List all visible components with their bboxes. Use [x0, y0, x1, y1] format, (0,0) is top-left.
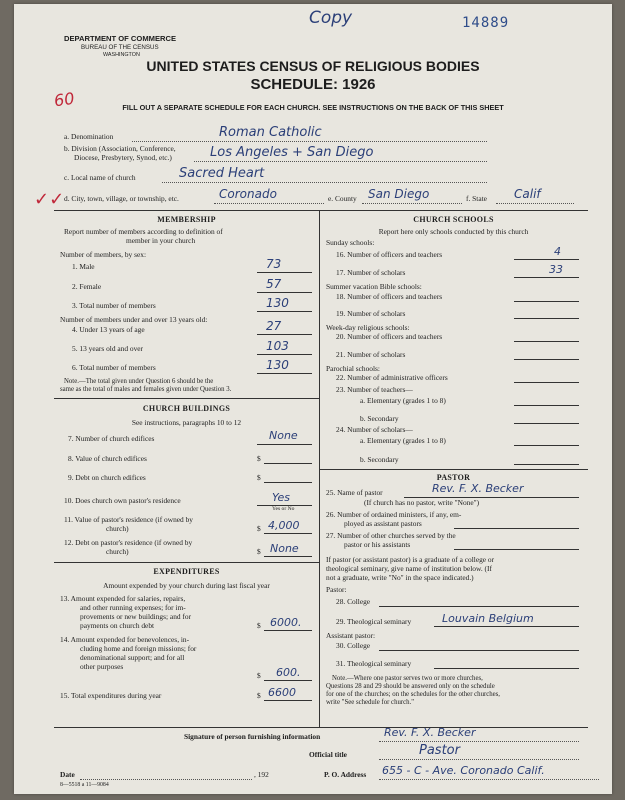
- q26-label-b: ployed as assistant pastors: [344, 519, 422, 528]
- official-title-value: Pastor: [419, 743, 460, 758]
- q9-box: [264, 482, 312, 483]
- schools-title: CHURCH SCHOOLS: [413, 215, 494, 224]
- q15-dollar: $: [257, 691, 261, 700]
- q29-value: Louvain Belgium: [442, 612, 534, 625]
- q15-label: 15. Total expenditures during year: [60, 691, 162, 700]
- margin-mark: 60: [52, 88, 76, 111]
- membership-note-b: same as the total of males and females given under Question 3.: [60, 386, 232, 393]
- copy-mark: Copy: [309, 8, 353, 28]
- q5-label: 5. 13 years old and over: [72, 344, 144, 353]
- q11-label-a: 11. Value of pastor's residence (if owned by: [64, 515, 193, 524]
- pastor-title: PASTOR: [436, 473, 471, 482]
- q3-box: [257, 311, 312, 312]
- q13-line-4: payments on church debt: [80, 621, 155, 630]
- q12-label-a: 12. Debt on pastor's residence (if owned by: [64, 538, 193, 547]
- sunday-label: Sunday schools:: [326, 238, 375, 247]
- q7-value: None: [269, 429, 298, 442]
- state-label: f. State: [466, 194, 487, 203]
- q11-dollar: $: [257, 524, 261, 533]
- q8-dollar: $: [257, 454, 261, 463]
- state-value: Calif: [514, 187, 541, 201]
- pastor-rule: [319, 469, 588, 470]
- q13-line-1: 13. Amount expended for salaries, repairs,: [60, 594, 186, 603]
- q12-dollar: $: [257, 547, 261, 556]
- q17-value: 33: [549, 263, 563, 276]
- q31-label: 31. Theological seminary: [336, 659, 412, 668]
- q2-value: 57: [266, 277, 282, 291]
- q25-hint: (If church has no pastor, write "None"): [364, 498, 480, 507]
- official-title-label: Official title: [309, 750, 347, 759]
- q24-label: 24. Number of scholars—: [336, 425, 413, 434]
- q16-value: 4: [554, 245, 561, 258]
- page-title: UNITED STATES CENSUS OF RELIGIOUS BODIES: [146, 58, 480, 74]
- section-top-rule: [54, 210, 588, 211]
- pastor-note-4: write "See schedule for church.": [326, 699, 415, 706]
- q5-value: 103: [266, 339, 289, 353]
- q4-box: [257, 334, 312, 335]
- census-schedule-page: [14, 4, 612, 794]
- q18-label: 18. Number of officers and teachers: [336, 292, 443, 301]
- signature-label: Signature of person furnishing information: [184, 732, 321, 741]
- q14-box: [264, 680, 312, 681]
- membership-title: MEMBERSHIP: [157, 215, 216, 224]
- if-graduate-3: not a graduate, write "No" in the space indicated.): [326, 573, 474, 582]
- county-label: e. County: [328, 194, 357, 203]
- q24a-label: a. Elementary (grades 1 to 8): [360, 436, 446, 445]
- q20-label: 20. Number of officers and teachers: [336, 332, 443, 341]
- q19-box: [514, 318, 579, 319]
- q23b-label: b. Secondary: [360, 414, 399, 423]
- q25-label: 25. Name of pastor: [326, 488, 383, 497]
- assistant-label: Assistant pastor:: [326, 631, 376, 640]
- yes-no-hint: Yes or No: [272, 506, 295, 512]
- q21-label: 21. Number of scholars: [336, 350, 406, 359]
- q17-box: [514, 277, 579, 278]
- city-value: Coronado: [219, 187, 277, 201]
- buildings-see: See instructions, paragraphs 10 to 12: [131, 418, 242, 427]
- q27-label-b: pastor or his assistants: [344, 540, 411, 549]
- instructions-line: FILL OUT A SEPARATE SCHEDULE FOR EACH CHURCH. SEE INSTRUCTIONS ON THE BACK OF THIS SHEET: [122, 103, 504, 112]
- date-label: Date: [60, 770, 75, 779]
- q22-label: 22. Number of administrative officers: [336, 373, 448, 382]
- q26-label-a: 26. Number of ordained ministers, if any, em-: [326, 510, 462, 519]
- q15-box: [264, 700, 312, 701]
- expenditures-title: EXPENDITURES: [153, 567, 220, 576]
- q9-label: 9. Debt on church edifices: [68, 473, 146, 482]
- q4-value: 27: [266, 319, 282, 333]
- q19-label: 19. Number of scholars: [336, 309, 406, 318]
- q29-box: [434, 626, 579, 627]
- q18-box: [514, 301, 579, 302]
- q6-label: 6. Total number of members: [72, 363, 156, 372]
- q14-dollar: $: [257, 671, 261, 680]
- q12-box: [264, 556, 312, 557]
- q13-value: 6000.: [270, 616, 302, 629]
- pastor-note-2: Questions 28 and 29 should be answered only on the schedule: [326, 683, 495, 690]
- q21-box: [514, 359, 579, 360]
- state-line: [496, 203, 574, 204]
- q6-box: [257, 373, 312, 374]
- schedule-title: SCHEDULE: 1926: [250, 76, 376, 93]
- county-value: San Diego: [368, 187, 430, 201]
- q8-box: [264, 463, 312, 464]
- pastor-note-3: for one of the churches; on the schedules for the other churches,: [326, 691, 501, 698]
- q25-value: Rev. F. X. Becker: [432, 482, 524, 495]
- city-header: WASHINGTON: [103, 52, 140, 58]
- q23-label: 23. Number of teachers—: [336, 385, 413, 394]
- q8-label: 8. Value of church edifices: [68, 454, 147, 463]
- buildings-rule: [54, 398, 319, 399]
- q23a-box: [514, 405, 579, 406]
- q16-label: 16. Number of officers and teachers: [336, 250, 443, 259]
- q4-label: 4. Under 13 years of age: [72, 325, 145, 334]
- department-header: DEPARTMENT OF COMMERCE: [64, 34, 177, 43]
- q7-label: 7. Number of church edifices: [68, 434, 155, 443]
- q29-label: 29. Theological seminary: [336, 617, 412, 626]
- q11-value: 4,000: [268, 519, 300, 532]
- q17-label: 17. Number of scholars: [336, 268, 406, 277]
- date-line: [80, 779, 252, 780]
- buildings-title: CHURCH BUILDINGS: [142, 404, 231, 413]
- q15-value: 6600: [268, 686, 296, 699]
- q30-label: 30. College: [336, 641, 371, 650]
- pastor-note-1: Note.—Where one pastor serves two or more churches,: [332, 675, 483, 682]
- schools-note: Report here only schools conducted by this church: [378, 227, 529, 236]
- q1-box: [257, 272, 312, 273]
- weekday-label: Week-day religious schools:: [326, 323, 410, 332]
- q7-box: [257, 444, 312, 445]
- q1-label: 1. Male: [72, 262, 95, 271]
- date-year: , 192: [254, 770, 269, 779]
- q28-box: [379, 606, 579, 607]
- q12-value: None: [270, 542, 299, 555]
- expenditures-sub: Amount expended by your church during last fiscal year: [103, 581, 270, 590]
- q14-line-2: cluding home and foreign missions; for: [80, 644, 197, 653]
- q5-box: [257, 354, 312, 355]
- if-graduate-1: If pastor (or assistant pastor) is a graduate of a college or: [326, 555, 495, 564]
- summer-label: Summer vacation Bible schools:: [326, 282, 422, 291]
- church-name-line: [162, 182, 487, 183]
- membership-note-2: member in your church: [126, 236, 196, 245]
- po-address-value: 655 - C - Ave. Coronado Calif.: [382, 764, 545, 777]
- division-label-1: b. Division (Association, Conference,: [64, 144, 176, 153]
- church-name-label: c. Local name of church: [64, 173, 136, 182]
- city-line: [214, 203, 324, 204]
- bureau-header: BUREAU OF THE CENSUS: [81, 44, 159, 51]
- denomination-line: [132, 141, 487, 142]
- q2-box: [257, 292, 312, 293]
- church-name-value: Sacred Heart: [179, 166, 265, 181]
- under-over-label: Number of members under and over 13 years old:: [60, 315, 208, 324]
- q10-value: Yes: [272, 491, 291, 504]
- q3-value: 130: [266, 296, 289, 310]
- signature-value: Rev. F. X. Becker: [384, 726, 476, 739]
- q20-box: [514, 341, 579, 342]
- q22-box: [514, 382, 579, 383]
- membership-note-1: Report number of members according to definition of: [64, 227, 223, 236]
- q28-label: 28. College: [336, 597, 371, 606]
- q11-box: [264, 533, 312, 534]
- division-value: Los Angeles + San Diego: [210, 145, 374, 160]
- if-graduate-2: theological seminary, give name of institution below. (If: [326, 564, 492, 573]
- members-by-sex-label: Number of members, by sex:: [60, 250, 146, 259]
- q14-line-4: other purposes: [80, 662, 124, 671]
- pastor-sub-label: Pastor:: [326, 585, 347, 594]
- q9-dollar: $: [257, 473, 261, 482]
- denomination-value: Roman Catholic: [219, 125, 322, 140]
- po-address-line: [379, 779, 599, 780]
- membership-note-a: Note.—The total given under Question 6 should be the: [64, 378, 214, 385]
- county-line: [362, 203, 462, 204]
- serial-number: 14889: [462, 15, 510, 31]
- division-line: [194, 161, 487, 162]
- signature-line: [379, 741, 579, 742]
- q6-value: 130: [266, 358, 289, 372]
- q13-line-2: and other running expenses; for im-: [80, 603, 186, 612]
- q23b-box: [514, 423, 579, 424]
- q24a-box: [514, 445, 579, 446]
- q14-line-3: denominational support; and for all: [80, 653, 185, 662]
- q27-box: [454, 549, 579, 550]
- q16-box: [514, 259, 579, 260]
- q12-label-b: church): [106, 547, 129, 556]
- q2-label: 2. Female: [72, 282, 102, 291]
- q30-box: [379, 650, 579, 651]
- q27-label-a: 27. Number of other churches served by the: [326, 531, 456, 540]
- q13-line-3: provements or new buildings; and for: [80, 612, 192, 621]
- q24b-label: b. Secondary: [360, 455, 399, 464]
- expenditures-rule: [54, 562, 319, 563]
- city-label: d. City, town, village, or township, etc.: [64, 194, 179, 203]
- form-codes: 8—5518 a 11—9084: [60, 782, 109, 788]
- division-label-2: Diocese, Presbytery, Synod, etc.): [74, 153, 172, 162]
- parochial-label: Parochial schools:: [326, 364, 380, 373]
- q10-label: 10. Does church own pastor's residence: [64, 496, 181, 505]
- q23a-label: a. Elementary (grades 1 to 8): [360, 396, 446, 405]
- q14-line-1: 14. Amount expended for benevolences, in-: [60, 635, 190, 644]
- denomination-label: a. Denomination: [64, 132, 114, 141]
- q31-box: [434, 668, 579, 669]
- section-bottom-rule: [54, 727, 588, 728]
- q26-box: [454, 528, 579, 529]
- q24b-box: [514, 464, 579, 465]
- q14-value: 600.: [276, 666, 301, 679]
- q1-value: 73: [266, 257, 282, 271]
- q11-label-b: church): [106, 524, 129, 533]
- official-title-line: [379, 759, 579, 760]
- margin-checkmarks: ✓✓: [34, 189, 65, 210]
- po-address-label: P. O. Address: [324, 770, 367, 779]
- q3-label: 3. Total number of members: [72, 301, 156, 310]
- q13-box: [264, 630, 312, 631]
- q13-dollar: $: [257, 621, 261, 630]
